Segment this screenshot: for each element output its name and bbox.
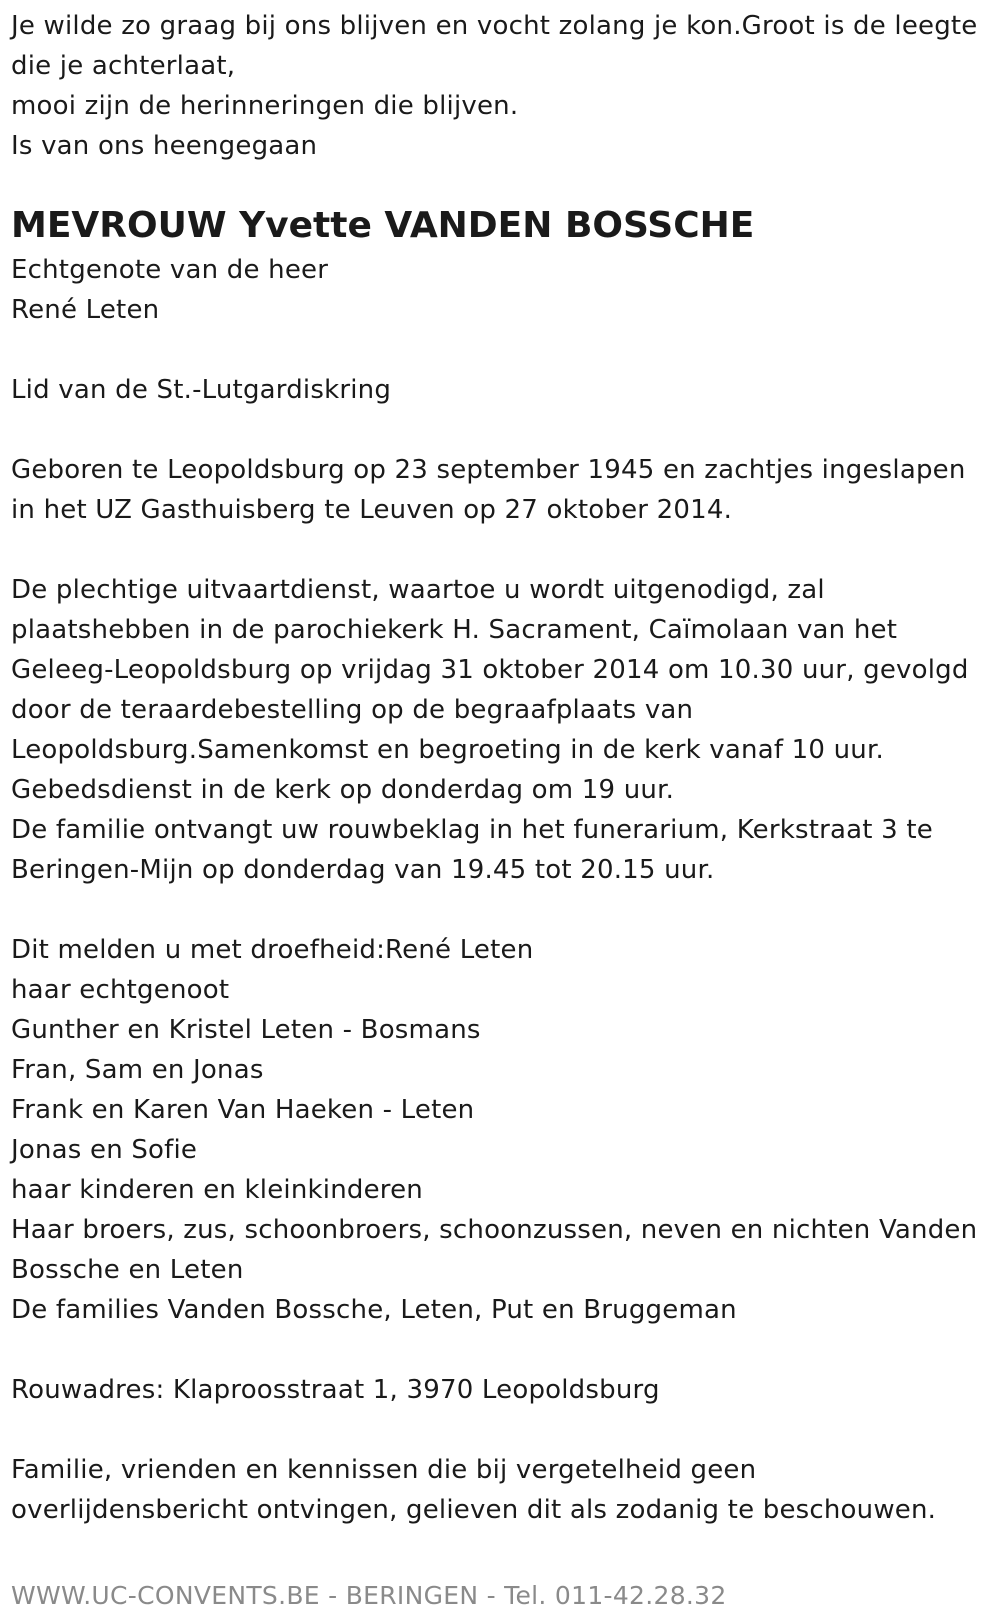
spouse-block: [11, 250, 991, 330]
spacer: [11, 1410, 991, 1450]
spacer: [11, 410, 991, 450]
notice-line: overlijdensbericht ontvingen, gelieven dit als zodanig te beschouwen.: [11, 1495, 937, 1525]
ceremony-line: Leopoldsburg.Samenkomst en begroeting in de kerk vanaf 10 uur.: [11, 735, 884, 765]
family-line: Haar broers, zus, schoonbroers, schoonzussen, neven en nichten Vanden: [11, 1215, 978, 1245]
spacer: [11, 330, 991, 370]
mourning-address: Rouwadres: Klaproosstraat 1, 3970 Leopoldsburg: [11, 1375, 660, 1405]
intro-line: mooi zijn de herinneringen die blijven.: [11, 91, 519, 121]
family-block: [11, 930, 991, 1330]
ceremony-line: Gebedsdienst in de kerk op donderdag om 19 uur.: [11, 775, 675, 805]
spacer: [11, 1330, 991, 1370]
spacer: [11, 890, 991, 930]
funeral-home-footer: WWW.UC-CONVENTS.BE - BERINGEN - Tel. 011-42.28.32: [11, 1581, 727, 1610]
family-line: haar echtgenoot: [11, 975, 230, 1005]
ceremony-line: De plechtige uitvaartdienst, waartoe u wordt uitgenodigd, zal: [11, 575, 825, 605]
ceremony-line: door de teraardebestelling op de begraafplaats van: [11, 695, 694, 725]
deceased-name: MEVROUW Yvette VANDEN BOSSCHE: [11, 205, 755, 246]
birth-death-line: Geboren te Leopoldsburg op 23 september 1945 en zachtjes ingeslapen: [11, 455, 966, 485]
membership: Lid van de St.-Lutgardiskring: [11, 375, 392, 405]
birth-death-block: [11, 450, 991, 530]
spacer: [11, 530, 991, 570]
intro-line: Is van ons heengegaan: [11, 131, 318, 161]
ceremony-line: Beringen-Mijn op donderdag van 19.45 tot 20.15 uur.: [11, 855, 715, 885]
family-line: Fran, Sam en Jonas: [11, 1055, 264, 1085]
family-line: Dit melden u met droefheid:René Leten: [11, 935, 534, 965]
ceremony-line: Geleeg-Leopoldsburg op vrijdag 31 oktober 2014 om 10.30 uur, gevolgd: [11, 655, 969, 685]
family-line: De families Vanden Bossche, Leten, Put en Bruggeman: [11, 1295, 737, 1325]
intro-line: die je achterlaat,: [11, 51, 236, 81]
ceremony-line: plaatshebben in de parochiekerk H. Sacrament, Caïmolaan van het: [11, 615, 898, 645]
spouse-line: Echtgenote van de heer: [11, 255, 329, 285]
intro-line: Je wilde zo graag bij ons blijven en vocht zolang je kon.Groot is de leegte: [11, 11, 978, 41]
notice-block: [11, 1450, 991, 1530]
spacer: [11, 166, 991, 202]
birth-death-line: in het UZ Gasthuisberg te Leuven op 27 oktober 2014.: [11, 495, 733, 525]
ceremony-line: De familie ontvangt uw rouwbeklag in het funerarium, Kerkstraat 3 te: [11, 815, 933, 845]
obituary-notice: [11, 6, 991, 1530]
family-line: Frank en Karen Van Haeken - Leten: [11, 1095, 475, 1125]
notice-line: Familie, vrienden en kennissen die bij vergetelheid geen: [11, 1455, 757, 1485]
family-line: Bossche en Leten: [11, 1255, 244, 1285]
intro-verse: [11, 6, 991, 166]
spouse-line: René Leten: [11, 295, 160, 325]
family-line: Gunther en Kristel Leten - Bosmans: [11, 1015, 481, 1045]
family-line: Jonas en Sofie: [11, 1135, 198, 1165]
ceremony-block: [11, 570, 991, 890]
family-line: haar kinderen en kleinkinderen: [11, 1175, 423, 1205]
